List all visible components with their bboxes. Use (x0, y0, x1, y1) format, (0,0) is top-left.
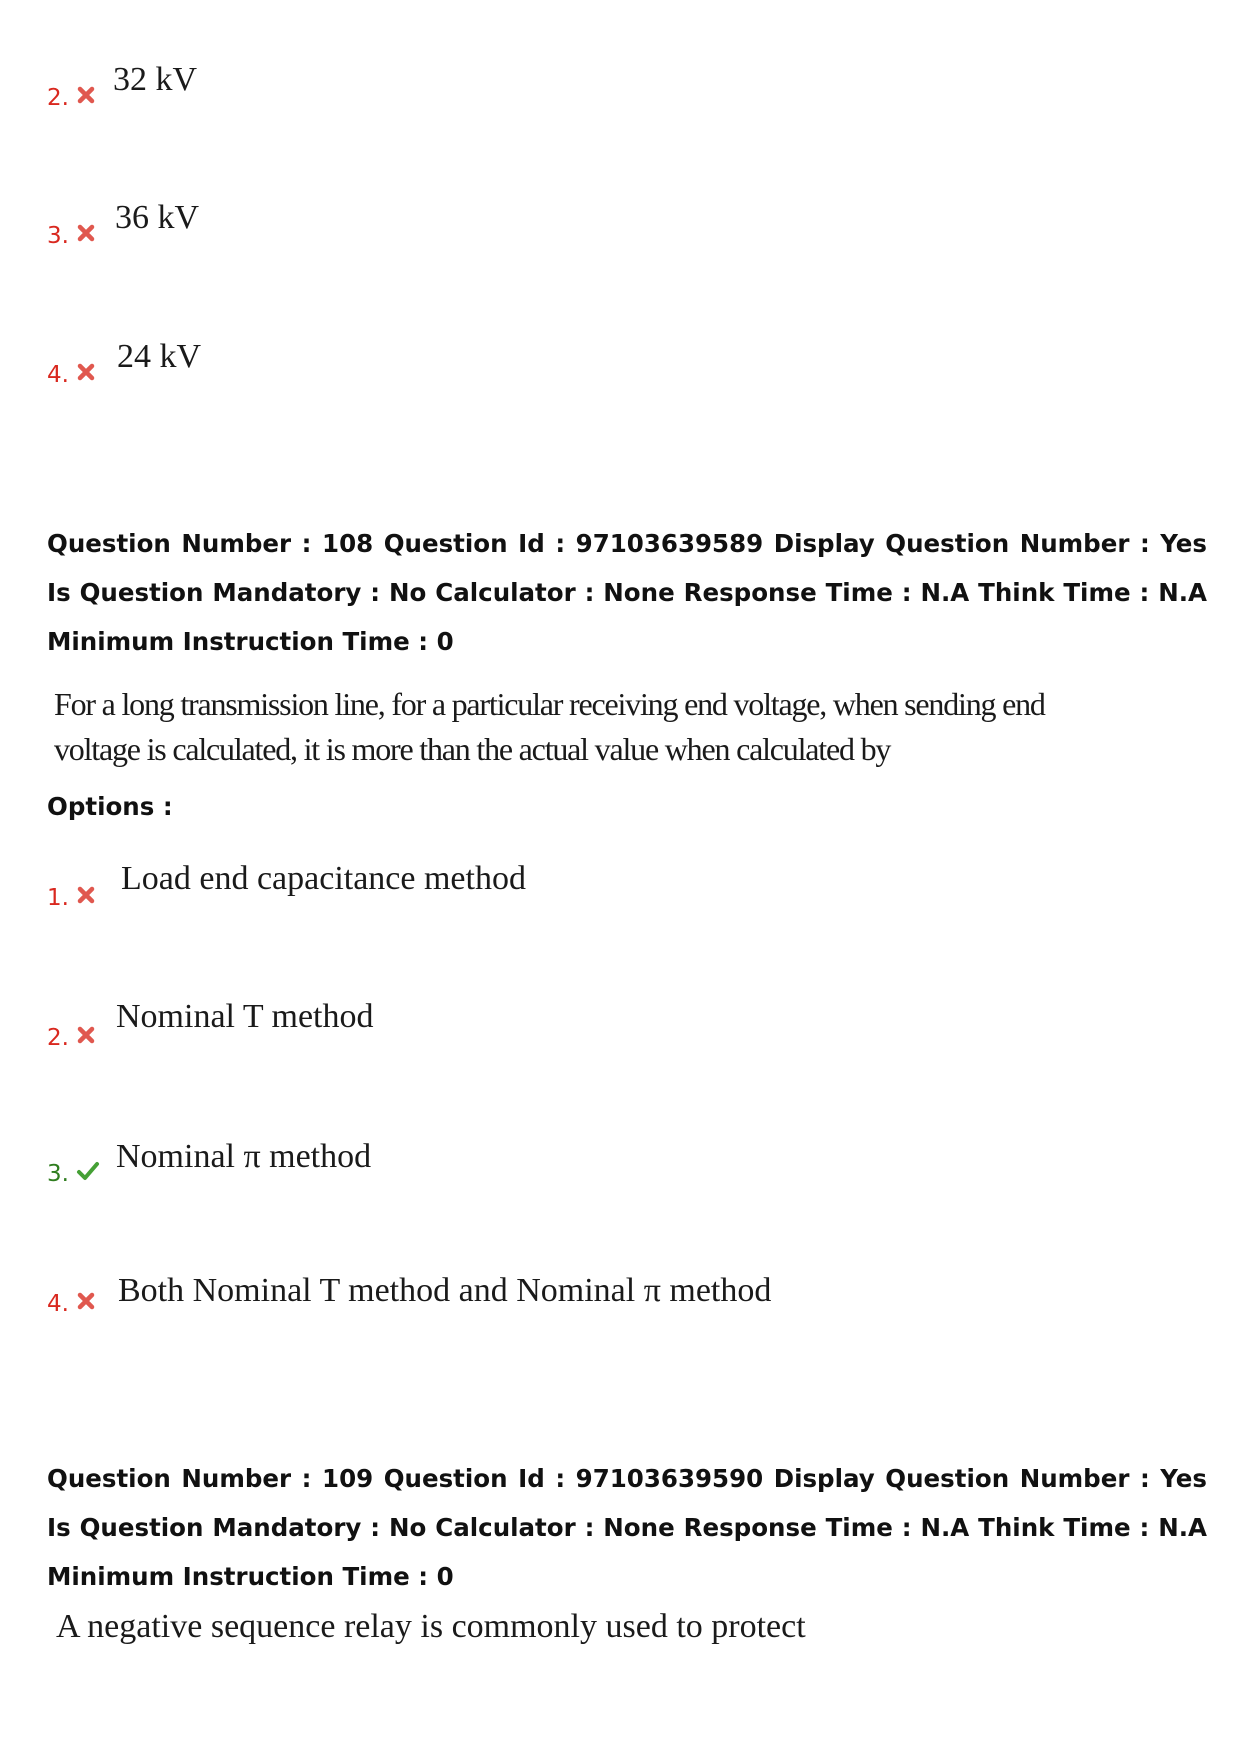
option-number: 4. (47, 1291, 69, 1317)
option-text: 36 kV (115, 199, 200, 236)
option-number: 2. (47, 85, 69, 111)
cross-mark-icon (76, 223, 96, 243)
option-text: 24 kV (117, 338, 202, 375)
options-label: Options : (47, 792, 173, 821)
cross-mark-icon (76, 885, 96, 905)
option-number: 3. (47, 1161, 69, 1187)
option-text: Both Nominal T method and Nominal π method (118, 1272, 772, 1309)
cross-mark-icon (76, 1025, 96, 1045)
check-mark-icon (76, 1160, 100, 1182)
cross-mark-icon (76, 362, 96, 382)
question-stem-line: For a long transmission line, for a particular receiving end voltage, when sending end (54, 686, 1045, 722)
cross-mark-icon (76, 1291, 96, 1311)
question-stem: A negative sequence relay is commonly used to protect (56, 1608, 806, 1645)
option-number: 4. (47, 362, 69, 388)
option-number: 1. (47, 885, 69, 911)
cross-mark-icon (76, 85, 96, 105)
option-number: 2. (47, 1025, 69, 1051)
option-text: Nominal T method (116, 998, 374, 1035)
question-stem-line: voltage is calculated, it is more than the actual value when calculated by (54, 731, 891, 767)
option-text: Load end capacitance method (121, 860, 526, 897)
option-text: Nominal π method (116, 1138, 372, 1175)
option-number: 3. (47, 223, 69, 249)
question-meta: Question Number : 109 Question Id : 97103639590 Display Question Number : Yes Is Question Mandatory : No Calculator : None Response Time : N.A Think Time : N.A Minimum Instruction Time : 0 (47, 1464, 1207, 1591)
question-meta: Question Number : 108 Question Id : 97103639589 Display Question Number : Yes Is Question Mandatory : No Calculator : None Response Time : N.A Think Time : N.A Minimum Instruction Time : 0 (47, 529, 1207, 656)
option-text: 32 kV (113, 61, 198, 98)
question-stem (54, 682, 1045, 772)
